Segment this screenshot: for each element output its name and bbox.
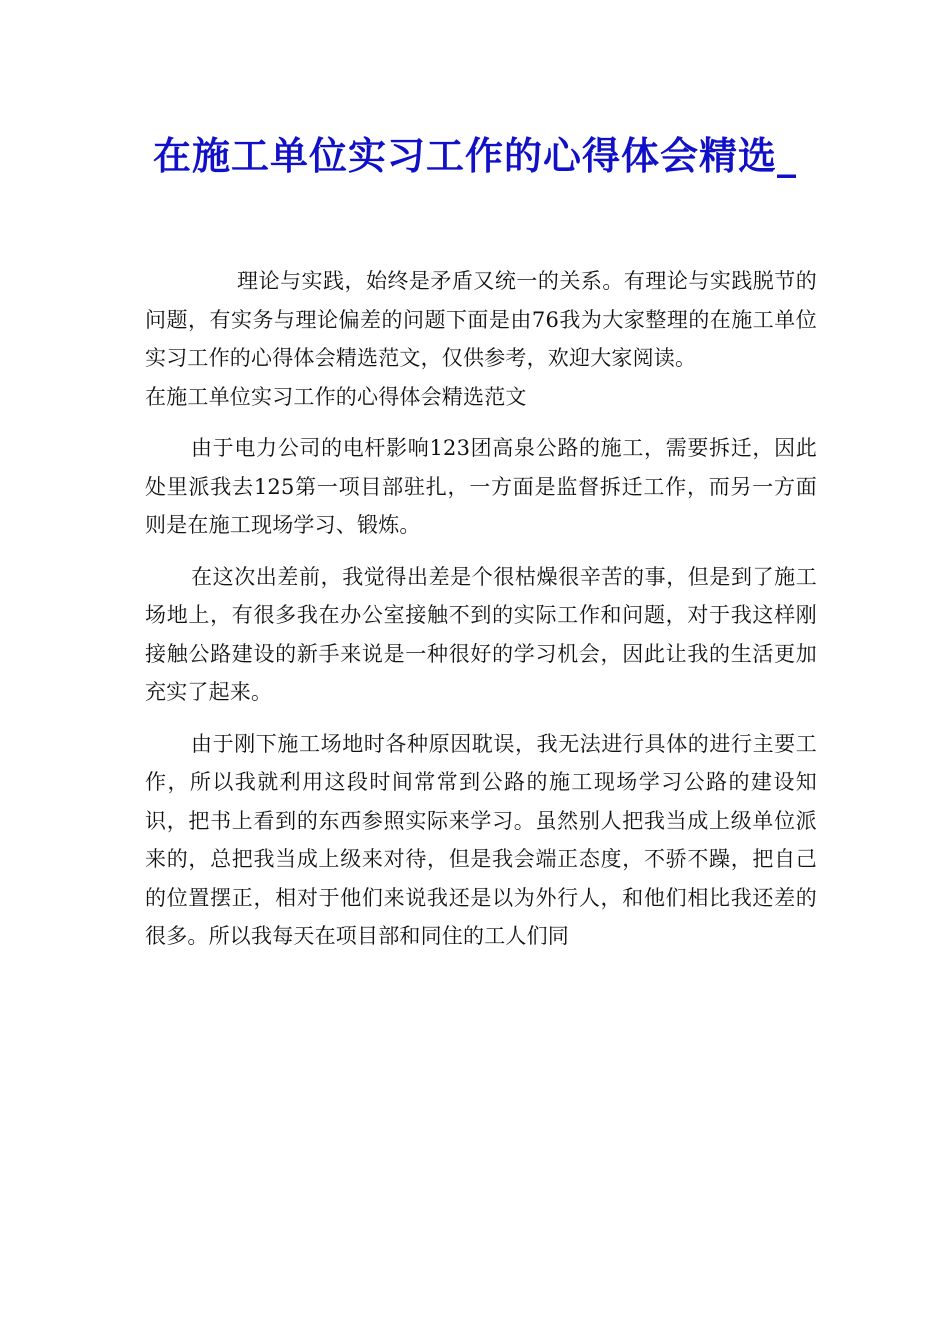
body-paragraph-2: 在这次出差前，我觉得出差是个很枯燥很辛苦的事，但是到了施工场地上，有很多我在办公室接触不到的实际工作和问题，对于我这样刚接触公路建设的新手来说是一种很好的学习机会，因此让我的生活更加充实了起来。 [145, 564, 817, 704]
section-heading: 在施工单位实习工作的心得体会精选范文 [145, 384, 527, 409]
document-body [145, 262, 817, 956]
body-paragraph-3: 由于刚下施工场地时各种原因耽误，我无法进行具体的进行主要工作，所以我就利用这段时间常常到公路的施工现场学习公路的建设知识，把书上看到的东西参照实际来学习。虽然别人把我当成上级单位派来的，总把我当成上级来对待，但是我会端正态度，不骄不躁，把自己的位置摆正，相对于他们来说我还是以为外行人，和他们相比我还差的很多。所以我每天在项目部和同住的工人们同 [145, 731, 817, 948]
document-title: 在施工单位实习工作的心得体会精选_ [152, 133, 797, 178]
body-paragraph-1: 由于电力公司的电杆影响123团高泉公路的施工，需要拆迁，因此处里派我去125第一项目部驻扎，一方面是监督拆迁工作，而另一方面则是在施工现场学习、锻炼。 [145, 436, 817, 537]
intro-paragraph: 理论与实践，始终是矛盾又统一的关系。有理论与实践脱节的问题，有实务与理论偏差的问题下面是由76我为大家整理的在施工单位实习工作的心得体会精选范文，仅供参考，欢迎大家阅读。 [145, 269, 817, 370]
